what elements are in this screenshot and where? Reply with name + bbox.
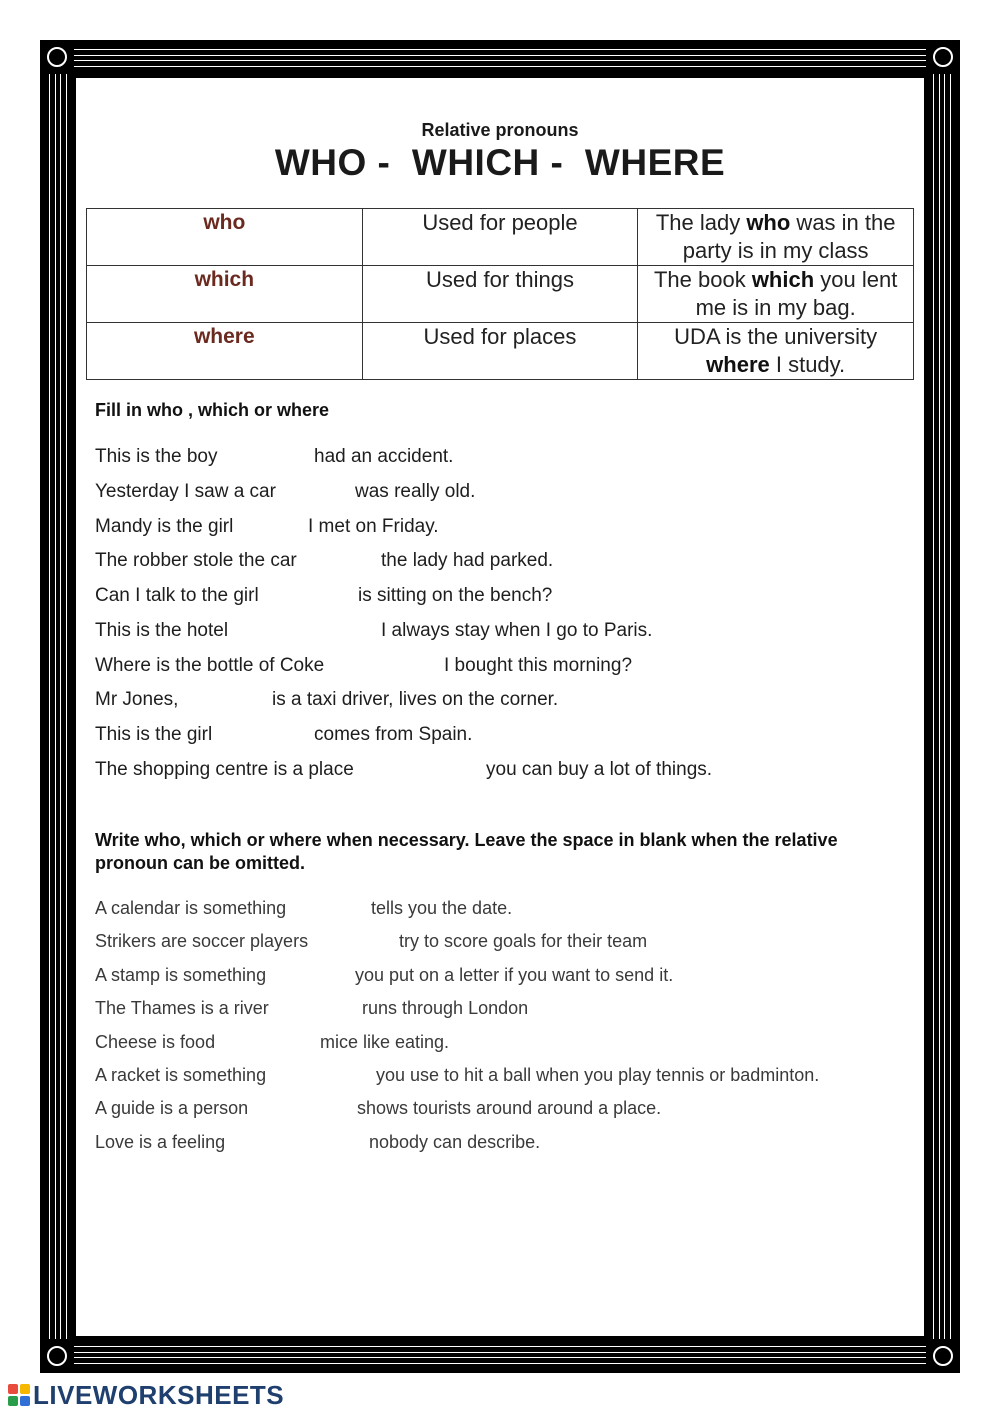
exercise-1-item (95, 689, 559, 715)
exercise-2-item (95, 965, 674, 989)
corner-ornament (926, 40, 960, 74)
pronoun-cell: which (87, 266, 363, 323)
pronoun-cell: who (87, 209, 363, 266)
sentence-end: runs through London (362, 998, 529, 1018)
sentence-end: comes from Spain. (314, 724, 473, 745)
sentence-start: Can I talk to the girl (95, 585, 259, 606)
sentence-start: Where is the bottle of Coke (95, 655, 325, 676)
worksheet-content (76, 78, 924, 1336)
exercise-1-heading: Fill in who , which or where (95, 400, 330, 420)
exercise-1-item (95, 724, 473, 750)
exercise-1-item (95, 585, 553, 611)
sentence-start: The Thames is a river (95, 998, 269, 1018)
exercise-2-item (95, 1132, 541, 1156)
sentence-start: A calendar is something (95, 898, 287, 918)
sentence-end: you put on a letter if you want to send it. (355, 965, 674, 985)
corner-ornament (40, 1339, 74, 1373)
example-text: you lent me is in my bag. (695, 267, 898, 320)
table-row (87, 266, 914, 323)
worksheet-subtitle: Relative pronouns (421, 120, 579, 140)
sentence-end: you use to hit a ball when you play tennis or badminton. (376, 1065, 820, 1085)
example-text: UDA is the university (674, 324, 878, 349)
reference-table (86, 208, 914, 380)
sentence-end: is sitting on the bench? (358, 585, 553, 606)
example-text: The lady (655, 210, 747, 235)
example-keyword: who (746, 210, 791, 235)
exercise-1-item (95, 550, 554, 576)
exercise-2-item (95, 1065, 820, 1089)
exercise-2-item (95, 998, 529, 1022)
sentence-start: Love is a feeling (95, 1132, 226, 1152)
example-cell (638, 209, 914, 266)
sentence-end: mice like eating. (320, 1032, 450, 1052)
sentence-end: I met on Friday. (308, 516, 439, 537)
sentence-start: The shopping centre is a place (95, 759, 354, 780)
worksheet-title: WHO - WHICH - WHERE (274, 142, 726, 183)
exercise-1-item (95, 516, 439, 542)
sentence-end: had an accident. (314, 446, 454, 467)
exercise-2-item (95, 1032, 450, 1056)
example-keyword: where (706, 352, 770, 377)
sentence-start: Mr Jones, (95, 689, 179, 710)
sentence-end: tells you the date. (371, 898, 513, 918)
liveworksheets-logo[interactable] (8, 1380, 284, 1410)
example-text: was in the party is in my class (682, 210, 896, 263)
exercise-1-item (95, 759, 713, 785)
corner-ornament (40, 40, 74, 74)
sentence-start: Yesterday I saw a car (95, 481, 276, 502)
sentence-end: you can buy a lot of things. (486, 759, 713, 780)
example-keyword: which (751, 267, 815, 292)
sentence-start: The robber stole the car (95, 550, 297, 571)
sentence-start: This is the hotel (95, 620, 229, 641)
example-cell (638, 266, 914, 323)
sentence-start: This is the boy (95, 446, 218, 467)
exercise-2-heading: Write who, which or where when necessary. Leave the space in blank when the relative pronoun can be omitted. (95, 830, 838, 873)
exercise-2-item (95, 898, 513, 922)
sentence-end: try to score goals for their team (399, 931, 648, 951)
table-row (87, 209, 914, 266)
example-text: I study. (769, 352, 846, 377)
sentence-end: is a taxi driver, lives on the corner. (272, 689, 559, 710)
corner-ornament (926, 1339, 960, 1373)
sentence-end: I always stay when I go to Paris. (381, 620, 653, 641)
usage-cell: Used for places (362, 323, 638, 380)
sentence-end: I bought this morning? (444, 655, 633, 676)
sentence-end: the lady had parked. (381, 550, 554, 571)
sentence-start: A guide is a person (95, 1098, 249, 1118)
table-row (87, 323, 914, 380)
brand-name: LIVEWORKSHEETS (33, 1379, 285, 1410)
sentence-start: A stamp is something (95, 965, 267, 985)
exercise-1-item (95, 655, 633, 681)
sentence-end: nobody can describe. (369, 1132, 541, 1152)
pronoun-cell: where (87, 323, 363, 380)
sentence-end: shows tourists around around a place. (357, 1098, 662, 1118)
sentence-start: Cheese is food (95, 1032, 216, 1052)
exercise-1-item (95, 620, 653, 646)
exercise-1-item (95, 481, 476, 507)
sentence-start: This is the girl (95, 724, 213, 745)
sentence-start: Strikers are soccer players (95, 931, 309, 951)
sentence-end: was really old. (355, 481, 476, 502)
logo-grid-icon (8, 1384, 30, 1406)
sentence-start: Mandy is the girl (95, 516, 234, 537)
usage-cell: Used for things (362, 266, 638, 323)
exercise-1-item (95, 446, 454, 472)
exercise-2-item (95, 931, 648, 955)
exercise-2-item (95, 1098, 662, 1122)
example-cell (638, 323, 914, 380)
sentence-start: A racket is something (95, 1065, 267, 1085)
usage-cell: Used for people (362, 209, 638, 266)
example-text: The book (653, 267, 752, 292)
